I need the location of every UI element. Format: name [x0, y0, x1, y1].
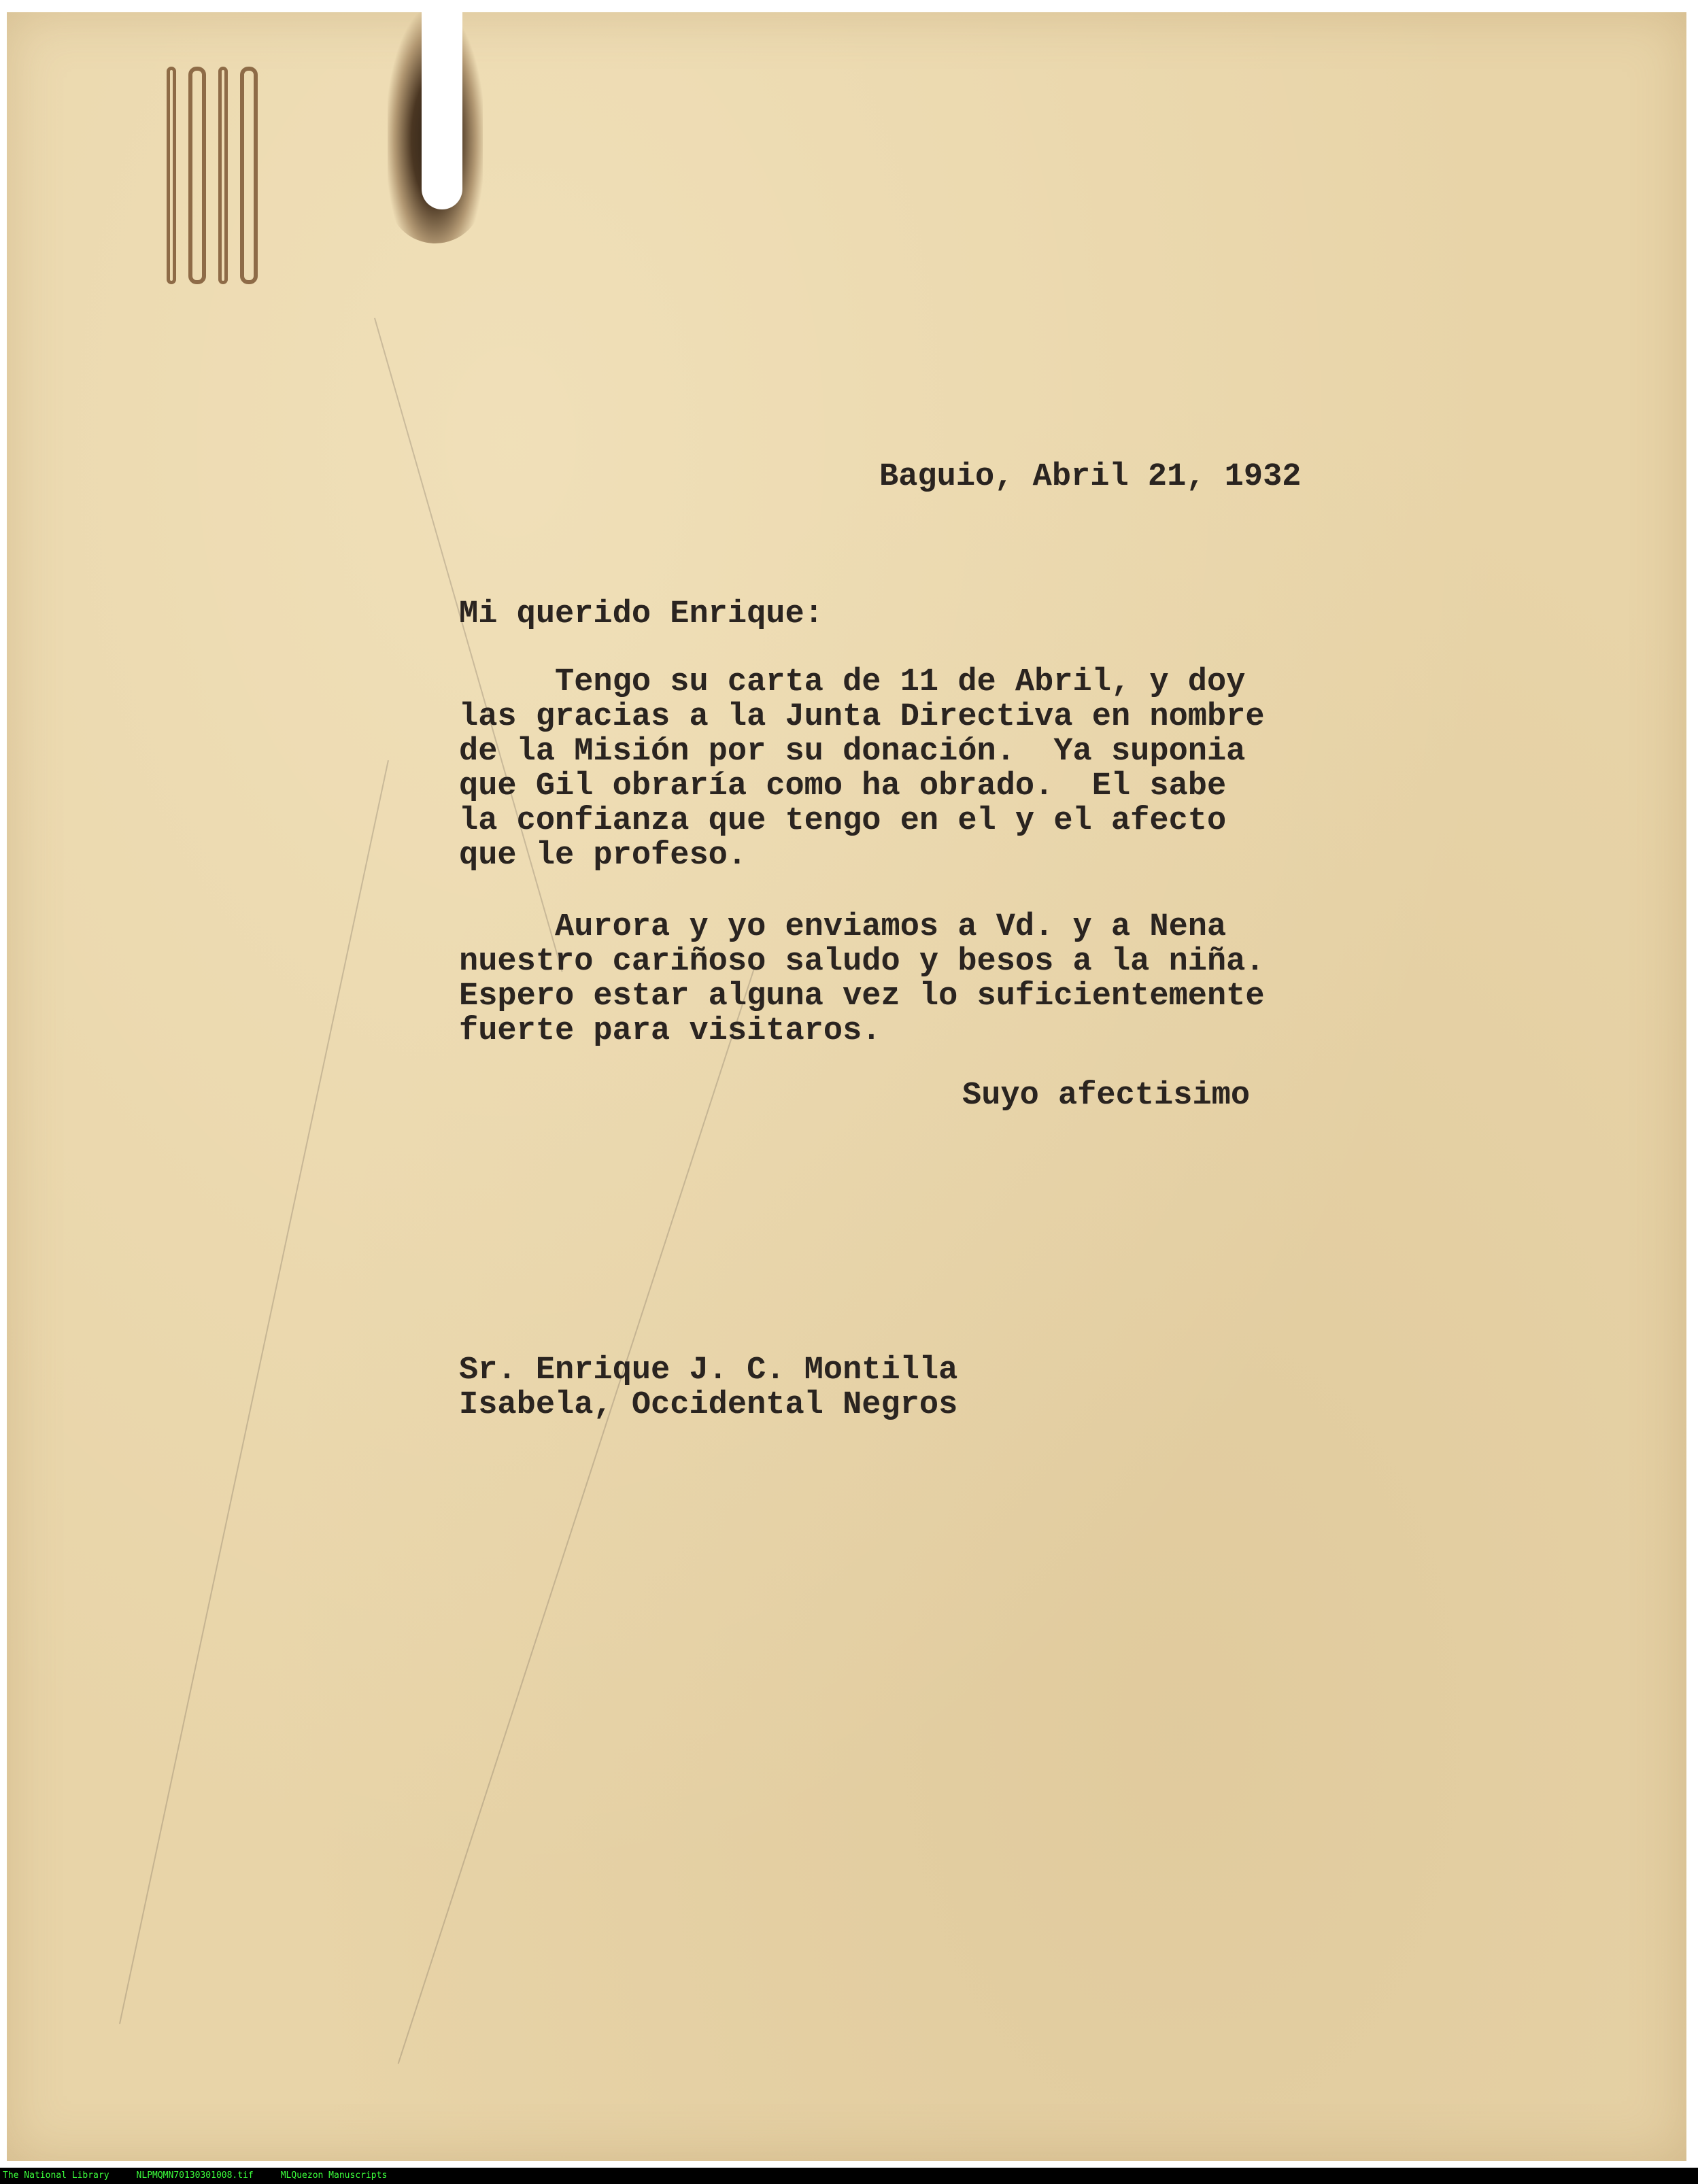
salutation: Mi querido Enrique: [459, 596, 823, 632]
dateline: Baguio, Abril 21, 1932 [879, 459, 1302, 495]
paragraph-line: que Gil obraría como ha obrado. El sabe [459, 768, 1227, 804]
letter-page [7, 12, 1686, 2161]
paragraph-line: nuestro cariñoso saludo y besos a la niña. [459, 944, 1265, 980]
paragraph-line: Espero estar alguna vez lo suficientemente [459, 978, 1265, 1014]
crease-line [119, 760, 389, 2024]
address-line: Isabela, Occidental Negros [459, 1387, 958, 1423]
footer-collection: MLQuezon Manuscripts [280, 2170, 388, 2181]
footer-filename: NLPMQMN70130301008.tif [136, 2170, 254, 2181]
paragraph-line: de la Misión por su donación. Ya suponia [459, 734, 1246, 770]
stamp-mark [167, 67, 258, 284]
burn-hole [422, 12, 462, 209]
address-line: Sr. Enrique J. C. Montilla [459, 1352, 958, 1388]
scan-footer [0, 2168, 1698, 2184]
paragraph-line: Tengo su carta de 11 de Abril, y doy [459, 664, 1246, 700]
paragraph-line: las gracias a la Junta Directiva en nombre [459, 699, 1265, 735]
paragraph-line: la confianza que tengo en el y el afecto [459, 803, 1227, 839]
closing: Suyo afectisimo [962, 1078, 1251, 1114]
paragraph-line: que le profeso. [459, 838, 747, 874]
crease-line [398, 964, 756, 2064]
paragraph-line: Aurora y yo enviamos a Vd. y a Nena [459, 909, 1227, 945]
footer-institution: The National Library [3, 2170, 109, 2181]
paragraph-line: fuerte para visitaros. [459, 1013, 881, 1049]
